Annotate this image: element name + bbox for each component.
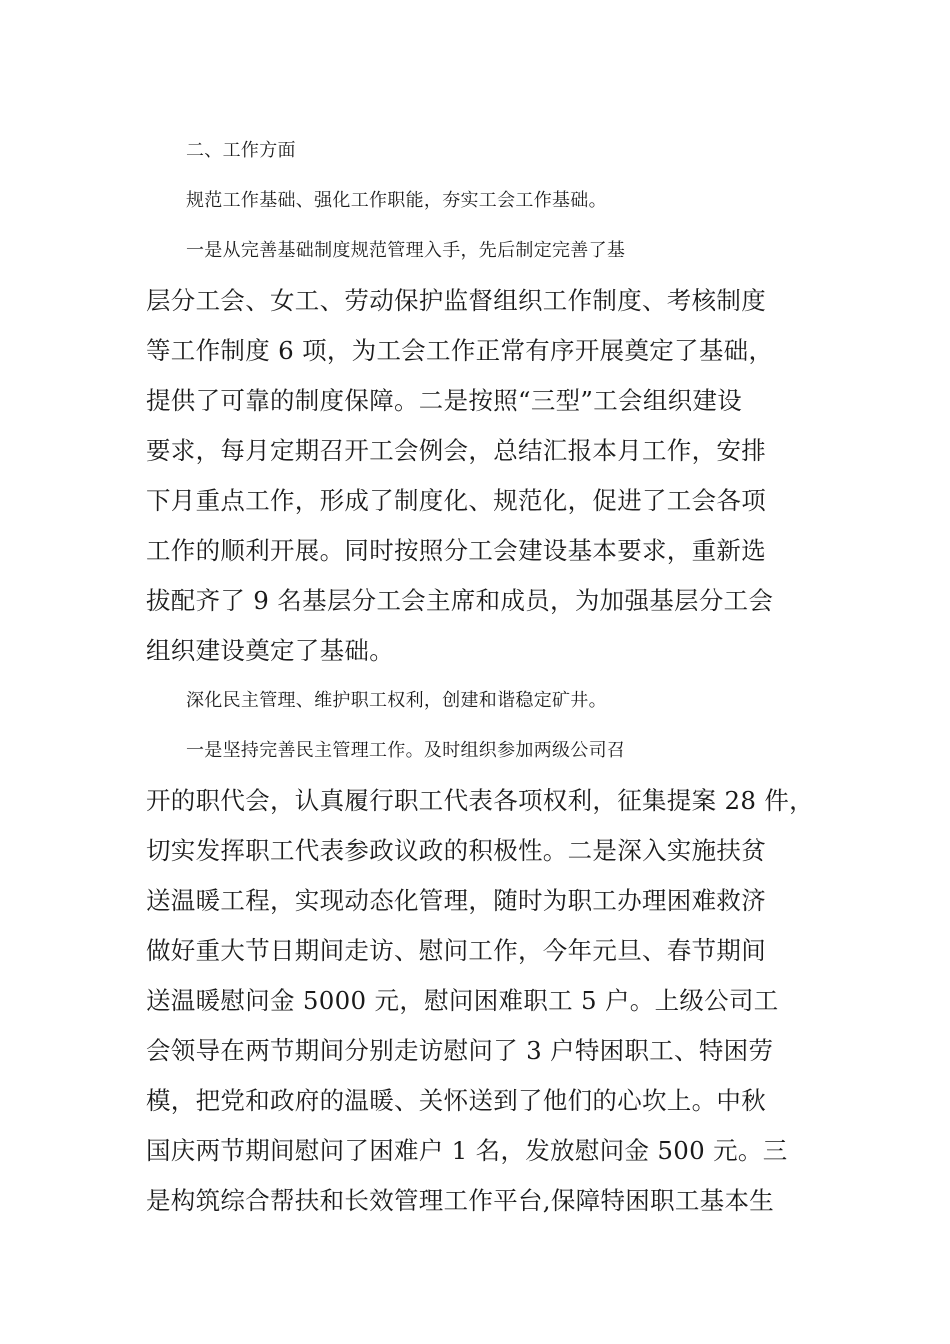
- section-heading: 二、工作方面: [186, 140, 296, 161]
- paragraph-line: 是构筑综合帮扶和长效管理工作平台,保障特困职工基本生: [146, 1186, 775, 1215]
- paragraph-line: 会领导在两节期间分别走访慰问了 3 户特困职工、特困劳: [146, 1036, 774, 1065]
- paragraph-line: 提供了可靠的制度保障。二是按照“三型”工会组织建设: [146, 386, 743, 415]
- paragraph-line: 层分工会、女工、劳动保护监督组织工作制度、考核制度: [146, 286, 766, 315]
- paragraph-line: 开的职代会，认真履行职工代表各项权利，征集提案 28 件，: [146, 786, 814, 815]
- paragraph-line: 做好重大节日期间走访、慰问工作，今年元旦、春节期间: [146, 936, 766, 965]
- paragraph-line: 工作的顺利开展。同时按照分工会建设基本要求，重新选: [146, 536, 766, 565]
- paragraph-line: 一是从完善基础制度规范管理入手，先后制定完善了基: [186, 240, 626, 261]
- paragraph-line: 国庆两节期间慰问了困难户 1 名，发放慰问金 500 元。三: [146, 1136, 788, 1165]
- paragraph-line: 等工作制度 6 项，为工会工作正常有序开展奠定了基础，: [146, 336, 774, 365]
- paragraph-line: 要求，每月定期召开工会例会，总结汇报本月工作，安排: [146, 436, 766, 465]
- paragraph-line: 切实发挥职工代表参政议政的积极性。二是深入实施扶贫: [146, 836, 766, 865]
- paragraph-line: 拔配齐了 9 名基层分工会主席和成员，为加强基层分工会: [146, 586, 774, 615]
- paragraph-line: 送温暖工程，实现动态化管理，随时为职工办理困难救济: [146, 886, 766, 915]
- subsection-heading: 深化民主管理、维护职工权利，创建和谐稳定矿井。: [186, 690, 607, 711]
- paragraph-line: 模，把党和政府的温暖、关怀送到了他们的心坎上。中秋: [146, 1086, 766, 1115]
- paragraph-line: 送温暖慰问金 5000 元，慰问困难职工 5 户。上级公司工: [146, 986, 779, 1015]
- paragraph-line: 一是坚持完善民主管理工作。及时组织参加两级公司召: [186, 740, 626, 761]
- subsection-heading: 规范工作基础、强化工作职能，夯实工会工作基础。: [186, 190, 607, 211]
- paragraph-line: 组织建设奠定了基础。: [146, 636, 394, 665]
- paragraph-line: 下月重点工作，形成了制度化、规范化，促进了工会各项: [146, 486, 766, 515]
